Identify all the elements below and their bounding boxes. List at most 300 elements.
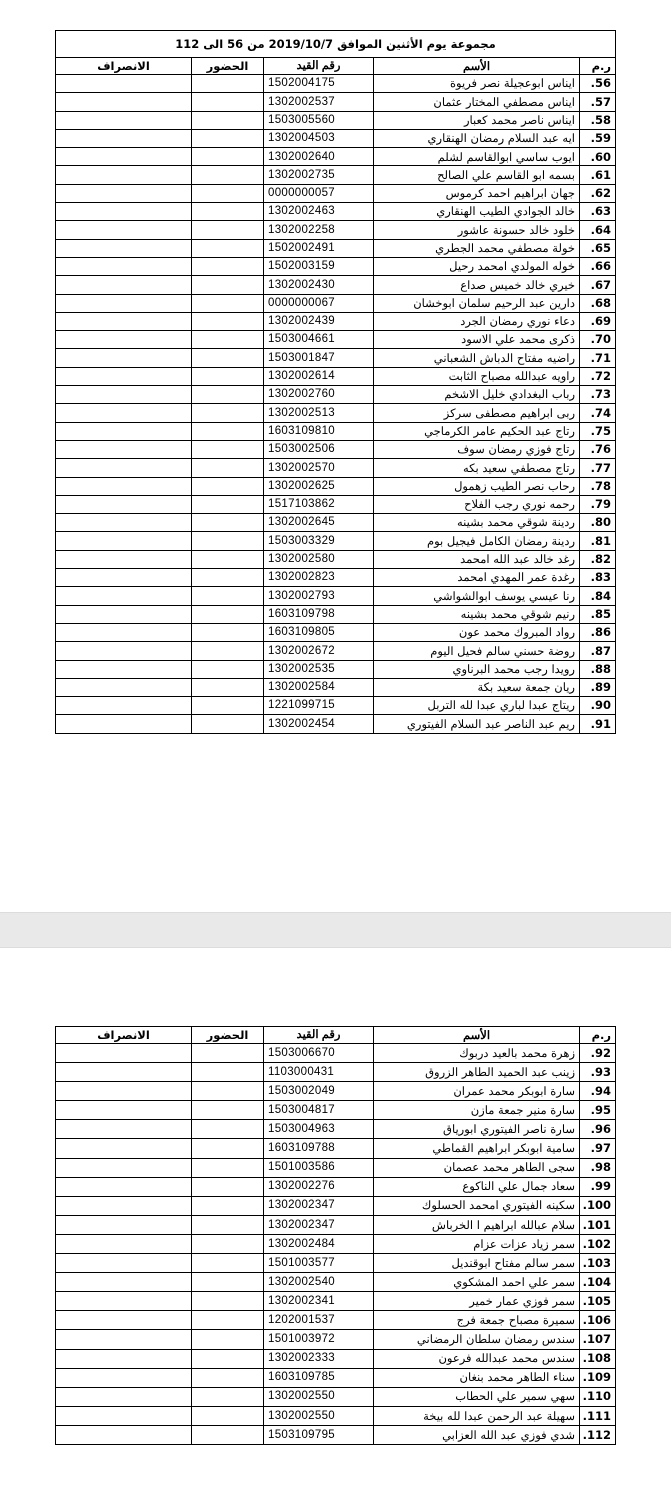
departure-cell (56, 1101, 192, 1120)
attendance-cell (192, 404, 264, 422)
table-row (56, 75, 616, 93)
row-number: 74. (580, 404, 616, 422)
student-name: سارة ابوبكر محمد عمران (374, 1082, 580, 1101)
departure-cell (56, 1311, 192, 1330)
departure-cell (56, 257, 192, 275)
table-row (56, 440, 616, 458)
row-number: 78. (580, 477, 616, 495)
departure-cell (56, 623, 192, 641)
attendance-cell (192, 1196, 264, 1215)
attendance-cell (192, 129, 264, 147)
row-number: 81. (580, 532, 616, 550)
student-name: ذكرى محمد علي الاسود (374, 331, 580, 349)
student-name: رحاب نصر الطيب زهمول (374, 477, 580, 495)
departure-cell (56, 1215, 192, 1234)
table-row (56, 1254, 616, 1273)
registration-number: 1603109788 (264, 1139, 374, 1158)
student-name: جهان ابراهيم احمد كرموس (374, 184, 580, 202)
table-row (56, 477, 616, 495)
registration-number: 1302002672 (264, 642, 374, 660)
student-name: رويدا رجب محمد البرناوي (374, 660, 580, 678)
registration-number: 1302002550 (264, 1387, 374, 1406)
registration-number: 1603109810 (264, 422, 374, 440)
registration-number: 1603109798 (264, 605, 374, 623)
row-number: 107. (580, 1330, 616, 1349)
student-name: بسمه ابو القاسم علي الصالح (374, 166, 580, 184)
table-row (56, 1101, 616, 1120)
student-name: دارين عبد الرحيم سلمان ابوخشان (374, 294, 580, 312)
registration-number: 0000000067 (264, 294, 374, 312)
attendance-cell (192, 1273, 264, 1292)
table-row (56, 1234, 616, 1253)
table-row (56, 294, 616, 312)
row-number: 100. (580, 1196, 616, 1215)
attendance-cell (192, 569, 264, 587)
attendance-cell (192, 367, 264, 385)
row-number: 95. (580, 1101, 616, 1120)
row-number: 86. (580, 623, 616, 641)
departure-cell (56, 1330, 192, 1349)
row-number: 91. (580, 715, 616, 733)
table-row (56, 697, 616, 715)
attendance-cell (192, 349, 264, 367)
departure-cell (56, 1349, 192, 1368)
attendance-cell (192, 166, 264, 184)
student-name: ريان جمعة سعيد بكة (374, 678, 580, 696)
row-number: 94. (580, 1082, 616, 1101)
table-row (56, 1387, 616, 1406)
departure-cell (56, 678, 192, 696)
student-name: رنيم شوقي محمد بشينه (374, 605, 580, 623)
registration-number: 1302002347 (264, 1215, 374, 1234)
row-number: 84. (580, 587, 616, 605)
table-row (56, 1425, 616, 1444)
table-row (56, 569, 616, 587)
departure-cell (56, 1082, 192, 1101)
departure-cell (56, 1139, 192, 1158)
registration-number: 1503005560 (264, 111, 374, 129)
row-number: 59. (580, 129, 616, 147)
departure-cell (56, 239, 192, 257)
table-row (56, 605, 616, 623)
departure-cell (56, 111, 192, 129)
registration-number: 1302002540 (264, 1273, 374, 1292)
registration-number: 1302002513 (264, 404, 374, 422)
student-name: سمر فوزي عمار خمير (374, 1292, 580, 1311)
row-number: 99. (580, 1177, 616, 1196)
student-name: سهيلة عبد الرحمن عبدا لله بيخة (374, 1406, 580, 1425)
attendance-cell (192, 697, 264, 715)
header-attendance: الحضور (192, 58, 264, 75)
student-name: خولة مصطفي محمد الجطري (374, 239, 580, 257)
departure-cell (56, 1234, 192, 1253)
student-name: سلام عبالله ابراهيم ا الخرباش (374, 1215, 580, 1234)
row-number: 98. (580, 1158, 616, 1177)
registration-number: 1302002484 (264, 1234, 374, 1253)
departure-cell (56, 477, 192, 495)
registration-number: 0000000057 (264, 184, 374, 202)
student-name: ريم عبد الناصر عبد السلام الفيتوري (374, 715, 580, 733)
table-row (56, 111, 616, 129)
student-name: رنا عيسي يوسف ابوالشواشي (374, 587, 580, 605)
student-name: زينب عبد الحميد الطاهر الزروق (374, 1063, 580, 1082)
student-name: سجى الطاهر محمد عصمان (374, 1158, 580, 1177)
departure-cell (56, 331, 192, 349)
table-row (56, 660, 616, 678)
registration-number: 1503004817 (264, 1101, 374, 1120)
row-number: 108. (580, 1349, 616, 1368)
departure-cell (56, 166, 192, 184)
attendance-cell (192, 276, 264, 294)
registration-number: 1503006670 (264, 1044, 374, 1063)
row-number: 57. (580, 93, 616, 111)
attendance-cell (192, 1349, 264, 1368)
student-name: راضيه مفتاح الدباش الشعباني (374, 349, 580, 367)
registration-number: 1302002430 (264, 276, 374, 294)
attendance-cell (192, 148, 264, 166)
departure-cell (56, 532, 192, 550)
attendance-cell (192, 75, 264, 93)
header-num: ر.م (580, 58, 616, 75)
table-row (56, 1311, 616, 1330)
table-row (56, 257, 616, 275)
row-number: 92. (580, 1044, 616, 1063)
departure-cell (56, 203, 192, 221)
departure-cell (56, 422, 192, 440)
student-name: ايوب ساسي ابوالقاسم لشلم (374, 148, 580, 166)
registration-number: 1302002735 (264, 166, 374, 184)
student-name: سارة منير جمعة مازن (374, 1101, 580, 1120)
student-name: خالد الجوادي الطيب الهنقاري (374, 203, 580, 221)
departure-cell (56, 660, 192, 678)
attendance-cell (192, 514, 264, 532)
row-number: 90. (580, 697, 616, 715)
departure-cell (56, 404, 192, 422)
registration-number: 1302002347 (264, 1196, 374, 1215)
student-name: سامية ابوبكر ابراهيم القماطي (374, 1139, 580, 1158)
attendance-cell (192, 1292, 264, 1311)
row-number: 68. (580, 294, 616, 312)
attendance-cell (192, 495, 264, 513)
row-number: 69. (580, 312, 616, 330)
page-separator (0, 912, 671, 948)
attendance-cell (192, 1234, 264, 1253)
departure-cell (56, 1368, 192, 1387)
attendance-cell (192, 440, 264, 458)
attendance-cell (192, 623, 264, 641)
attendance-cell (192, 1177, 264, 1196)
attendance-cell (192, 203, 264, 221)
departure-cell (56, 459, 192, 477)
student-name: ردينة شوقي محمد بشينه (374, 514, 580, 532)
attendance-cell (192, 1406, 264, 1425)
attendance-cell (192, 477, 264, 495)
departure-cell (56, 349, 192, 367)
departure-cell (56, 184, 192, 202)
departure-cell (56, 1044, 192, 1063)
departure-cell (56, 495, 192, 513)
row-number: 102. (580, 1234, 616, 1253)
attendance-cell (192, 1139, 264, 1158)
row-number: 96. (580, 1120, 616, 1139)
departure-cell (56, 569, 192, 587)
table-row (56, 1082, 616, 1101)
student-name: سندس رمضان سلطان الرمضاني (374, 1330, 580, 1349)
student-name: سميرة مصباح جمعة فرج (374, 1311, 580, 1330)
table-row (56, 349, 616, 367)
registration-number: 1501003577 (264, 1254, 374, 1273)
table-row (56, 1044, 616, 1063)
row-number: 89. (580, 678, 616, 696)
attendance-cell (192, 678, 264, 696)
student-name: رتاج فوزي رمضان سوف (374, 440, 580, 458)
attendance-cell (192, 1387, 264, 1406)
attendance-cell (192, 111, 264, 129)
table-row (56, 367, 616, 385)
row-number: 101. (580, 1215, 616, 1234)
attendance-cell (192, 221, 264, 239)
registration-number: 1502002491 (264, 239, 374, 257)
table-row (56, 642, 616, 660)
row-number: 85. (580, 605, 616, 623)
departure-cell (56, 1273, 192, 1292)
attendance-cell (192, 1254, 264, 1273)
attendance-cell (192, 1425, 264, 1444)
registration-number: 1302002550 (264, 1406, 374, 1425)
attendance-cell (192, 312, 264, 330)
attendance-table-1 (55, 30, 616, 734)
student-name: رغد خالد عبد الله امحمد (374, 550, 580, 568)
table-row (56, 239, 616, 257)
table-row (56, 1368, 616, 1387)
departure-cell (56, 642, 192, 660)
row-number: 61. (580, 166, 616, 184)
table-body-1 (56, 75, 616, 734)
table-row (56, 678, 616, 696)
attendance-cell (192, 715, 264, 733)
student-name: رغدة عمر المهدي امحمد (374, 569, 580, 587)
registration-number: 1302002454 (264, 715, 374, 733)
table-row (56, 1177, 616, 1196)
attendance-cell (192, 1063, 264, 1082)
registration-number: 1503109795 (264, 1425, 374, 1444)
row-number: 80. (580, 514, 616, 532)
attendance-cell (192, 1044, 264, 1063)
row-number: 87. (580, 642, 616, 660)
table-row (56, 459, 616, 477)
table-row (56, 1273, 616, 1292)
attendance-cell (192, 93, 264, 111)
row-number: 88. (580, 660, 616, 678)
row-number: 105. (580, 1292, 616, 1311)
registration-number: 1302002537 (264, 93, 374, 111)
table-row (56, 422, 616, 440)
student-name: رحمه نوري رجب الفلاح (374, 495, 580, 513)
departure-cell (56, 1406, 192, 1425)
table-body-2 (56, 1044, 616, 1445)
table-row (56, 514, 616, 532)
departure-cell (56, 367, 192, 385)
table-row (56, 203, 616, 221)
table-row (56, 404, 616, 422)
student-name: خلود خالد حسونة عاشور (374, 221, 580, 239)
attendance-cell (192, 422, 264, 440)
row-number: 109. (580, 1368, 616, 1387)
student-name: رتاج عبد الحكيم عامر الكرماجي (374, 422, 580, 440)
attendance-cell (192, 660, 264, 678)
row-number: 73. (580, 386, 616, 404)
student-name: رباب البغدادي خليل الاشخم (374, 386, 580, 404)
table-row (56, 550, 616, 568)
row-number: 66. (580, 257, 616, 275)
row-number: 60. (580, 148, 616, 166)
table-row (56, 623, 616, 641)
registration-number: 1302002580 (264, 550, 374, 568)
departure-cell (56, 440, 192, 458)
row-number: 72. (580, 367, 616, 385)
row-number: 67. (580, 276, 616, 294)
attendance-cell (192, 239, 264, 257)
attendance-cell (192, 1101, 264, 1120)
registration-number: 1103000431 (264, 1063, 374, 1082)
attendance-cell (192, 1082, 264, 1101)
registration-number: 1502004175 (264, 75, 374, 93)
departure-cell (56, 1177, 192, 1196)
student-name: سكينه الفيتوري امحمد الحسلوك (374, 1196, 580, 1215)
row-number: 83. (580, 569, 616, 587)
student-name: سمر علي احمد المشكوي (374, 1273, 580, 1292)
student-name: راويه عبدالله مصباح الثابت (374, 367, 580, 385)
row-number: 76. (580, 440, 616, 458)
table-row (56, 312, 616, 330)
registration-number: 1503003329 (264, 532, 374, 550)
departure-cell (56, 1158, 192, 1177)
student-name: سمر سالم مفتاح ابوقنديل (374, 1254, 580, 1273)
attendance-cell (192, 550, 264, 568)
departure-cell (56, 715, 192, 733)
student-name: ايه عبد السلام رمضان الهنقاري (374, 129, 580, 147)
table-row (56, 93, 616, 111)
row-number: 63. (580, 203, 616, 221)
table-row (56, 1196, 616, 1215)
row-number: 71. (580, 349, 616, 367)
attendance-cell (192, 257, 264, 275)
table-row (56, 276, 616, 294)
header-num: ر.م (580, 1027, 616, 1044)
registration-number: 1503004661 (264, 331, 374, 349)
table-row (56, 1406, 616, 1425)
student-name: ردينة رمضان الكامل فيجيل بوم (374, 532, 580, 550)
student-name: رتاج مصطفي سعيد بكه (374, 459, 580, 477)
registration-number: 1503002506 (264, 440, 374, 458)
student-name: ايناس مصطفي المختار عثمان (374, 93, 580, 111)
registration-number: 1302002276 (264, 1177, 374, 1196)
student-name: ربى ابراهيم مصطفى سركز (374, 404, 580, 422)
header-id: رقم القيد (264, 1027, 374, 1044)
header-id: رقم القيد (264, 58, 374, 75)
registration-number: 1302002614 (264, 367, 374, 385)
attendance-cell (192, 1158, 264, 1177)
student-name: ايناس ناصر محمد كعبار (374, 111, 580, 129)
table-row (56, 331, 616, 349)
attendance-cell (192, 1311, 264, 1330)
departure-cell (56, 550, 192, 568)
table-row (56, 1158, 616, 1177)
registration-number: 1517103862 (264, 495, 374, 513)
attendance-cell (192, 587, 264, 605)
departure-cell (56, 605, 192, 623)
departure-cell (56, 75, 192, 93)
student-name: رواد المبروك محمد عون (374, 623, 580, 641)
student-name: سعاد جمال علي الناكوع (374, 1177, 580, 1196)
registration-number: 1503001847 (264, 349, 374, 367)
attendance-cell (192, 642, 264, 660)
table-row (56, 1292, 616, 1311)
row-number: 112. (580, 1425, 616, 1444)
departure-cell (56, 1425, 192, 1444)
registration-number: 1501003972 (264, 1330, 374, 1349)
row-number: 97. (580, 1139, 616, 1158)
row-number: 110. (580, 1387, 616, 1406)
attendance-cell (192, 459, 264, 477)
table-row (56, 129, 616, 147)
table-title: مجموعة يوم الأثنين الموافق 2019/10/7 من 56 الى 112 (56, 31, 616, 58)
attendance-cell (192, 1215, 264, 1234)
row-number: 111. (580, 1406, 616, 1425)
table-row (56, 148, 616, 166)
student-name: سندس محمد عبدالله فرعون (374, 1349, 580, 1368)
registration-number: 1503004963 (264, 1120, 374, 1139)
registration-number: 1302002625 (264, 477, 374, 495)
student-name: روضة حسني سالم فحيل اليوم (374, 642, 580, 660)
registration-number: 1302002793 (264, 587, 374, 605)
student-name: سهي سمير علي الحطاب (374, 1387, 580, 1406)
student-name: سارة ناصر الفيتوري ابورياق (374, 1120, 580, 1139)
registration-number: 1302002258 (264, 221, 374, 239)
attendance-cell (192, 1330, 264, 1349)
student-name: سناء الطاهر محمد بنغان (374, 1368, 580, 1387)
attendance-cell (192, 1368, 264, 1387)
attendance-cell (192, 184, 264, 202)
registration-number: 1221099715 (264, 697, 374, 715)
registration-number: 1302002760 (264, 386, 374, 404)
table-row (56, 1063, 616, 1082)
table-row (56, 1139, 616, 1158)
row-number: 77. (580, 459, 616, 477)
departure-cell (56, 312, 192, 330)
departure-cell (56, 1254, 192, 1273)
departure-cell (56, 93, 192, 111)
attendance-cell (192, 1120, 264, 1139)
registration-number: 1302004503 (264, 129, 374, 147)
student-name: شدي فوزي عبد الله العزابي (374, 1425, 580, 1444)
row-number: 64. (580, 221, 616, 239)
row-number: 93. (580, 1063, 616, 1082)
departure-cell (56, 386, 192, 404)
departure-cell (56, 514, 192, 532)
attendance-cell (192, 532, 264, 550)
row-number: 75. (580, 422, 616, 440)
registration-number: 1302002645 (264, 514, 374, 532)
registration-number: 1302002640 (264, 148, 374, 166)
attendance-cell (192, 605, 264, 623)
row-number: 56. (580, 75, 616, 93)
row-number: 103. (580, 1254, 616, 1273)
registration-number: 1302002463 (264, 203, 374, 221)
departure-cell (56, 1292, 192, 1311)
row-number: 62. (580, 184, 616, 202)
registration-number: 1302002570 (264, 459, 374, 477)
